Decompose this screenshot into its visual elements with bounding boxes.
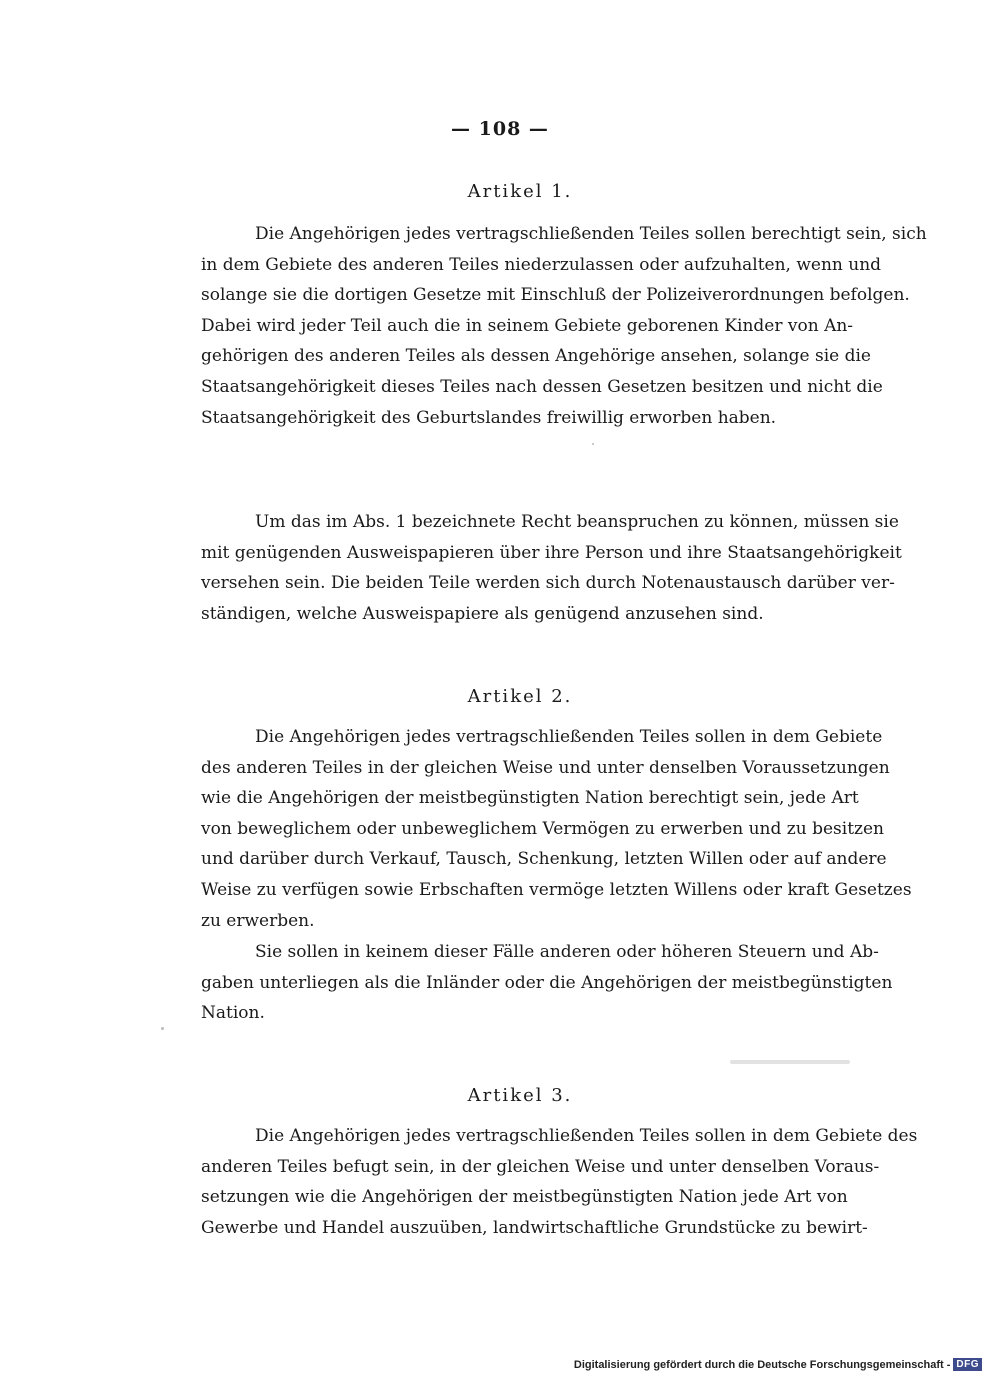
page-number: — 108 — <box>451 118 549 140</box>
text-line: solange sie die dortigen Gesetze mit Einschluß der Polizeiverordnungen befolgen. <box>201 285 910 306</box>
article-3-paragraph-1 <box>201 1121 918 1243</box>
text-line: von beweglichem oder unbeweglichem Vermögen zu erwerben und zu besitzen <box>201 818 885 839</box>
article-3-heading: Artikel 3. <box>467 1085 573 1106</box>
text-line: Staatsangehörigkeit des Geburtslandes freiwillig erworben haben. <box>201 407 777 428</box>
text-line: des anderen Teiles in der gleichen Weise und unter denselben Voraussetzungen <box>201 757 890 778</box>
article-1-heading: Artikel 1. <box>467 181 573 202</box>
text-line: Die Angehörigen jedes vertragschließenden Teiles sollen in dem Gebiete <box>255 727 883 747</box>
article-1-paragraph-1 <box>201 219 927 433</box>
text-line: Sie sollen in keinem dieser Fälle anderen oder höheren Steuern und Ab- <box>255 942 879 962</box>
scan-speck <box>161 1027 164 1030</box>
text-line: in dem Gebiete des anderen Teiles niederzulassen oder aufzuhalten, wenn und <box>201 254 882 275</box>
article-2-heading: Artikel 2. <box>467 686 573 707</box>
text-line: wie die Angehörigen der meistbegünstigten Nation berechtigt sein, jede Art <box>201 788 859 809</box>
article-1-paragraph-2 <box>201 507 902 629</box>
text-line: ständigen, welche Ausweispapiere als genügend anzusehen sind. <box>201 603 764 624</box>
digitization-footer <box>574 1358 982 1371</box>
text-line: Weise zu verfügen sowie Erbschaften vermöge letzten Willens oder kraft Gesetzes <box>201 879 912 900</box>
text-line: gaben unterliegen als die Inländer oder die Angehörigen der meistbegünstigten <box>201 972 893 993</box>
text-line: gehörigen des anderen Teiles als dessen Angehörige ansehen, solange sie die <box>201 346 871 367</box>
text-line: Nation. <box>201 1003 265 1024</box>
dfg-logo: DFG <box>953 1358 982 1371</box>
text-line: mit genügenden Ausweispapieren über ihre Person und ihre Staatsangehörigkeit <box>201 542 902 563</box>
article-2-paragraph-2 <box>201 937 893 1029</box>
text-line: Die Angehörigen jedes vertragschließenden Teiles sollen in dem Gebiete des <box>255 1126 918 1146</box>
text-line: Um das im Abs. 1 bezeichnete Recht beanspruchen zu können, müssen sie <box>255 512 899 532</box>
text-line: und darüber durch Verkauf, Tausch, Schenkung, letzten Willen oder auf andere <box>201 849 887 870</box>
text-line: setzungen wie die Angehörigen der meistbegünstigten Nation jede Art von <box>201 1187 848 1208</box>
text-line: Die Angehörigen jedes vertragschließenden Teiles sollen berechtigt sein, sich <box>255 224 927 244</box>
text-line: Dabei wird jeder Teil auch die in seinem Gebiete geborenen Kinder von An- <box>201 315 854 336</box>
scan-speck <box>592 443 594 445</box>
text-line: zu erwerben. <box>201 910 315 931</box>
article-2-paragraph-1 <box>201 722 912 936</box>
text-line: versehen sein. Die beiden Teile werden sich durch Notenaustausch darüber ver- <box>201 573 895 594</box>
footer-text: Digitalisierung gefördert durch die Deutsche Forschungsgemeinschaft - <box>573 1358 951 1371</box>
text-line: Staatsangehörigkeit dieses Teiles nach dessen Gesetzen besitzen und nicht die <box>201 376 883 397</box>
scan-smudge <box>730 1060 850 1064</box>
text-line: Gewerbe und Handel auszuüben, landwirtschaftliche Grundstücke zu bewirt- <box>201 1217 868 1238</box>
text-line: anderen Teiles befugt sein, in der gleichen Weise und unter denselben Voraus- <box>201 1156 880 1177</box>
